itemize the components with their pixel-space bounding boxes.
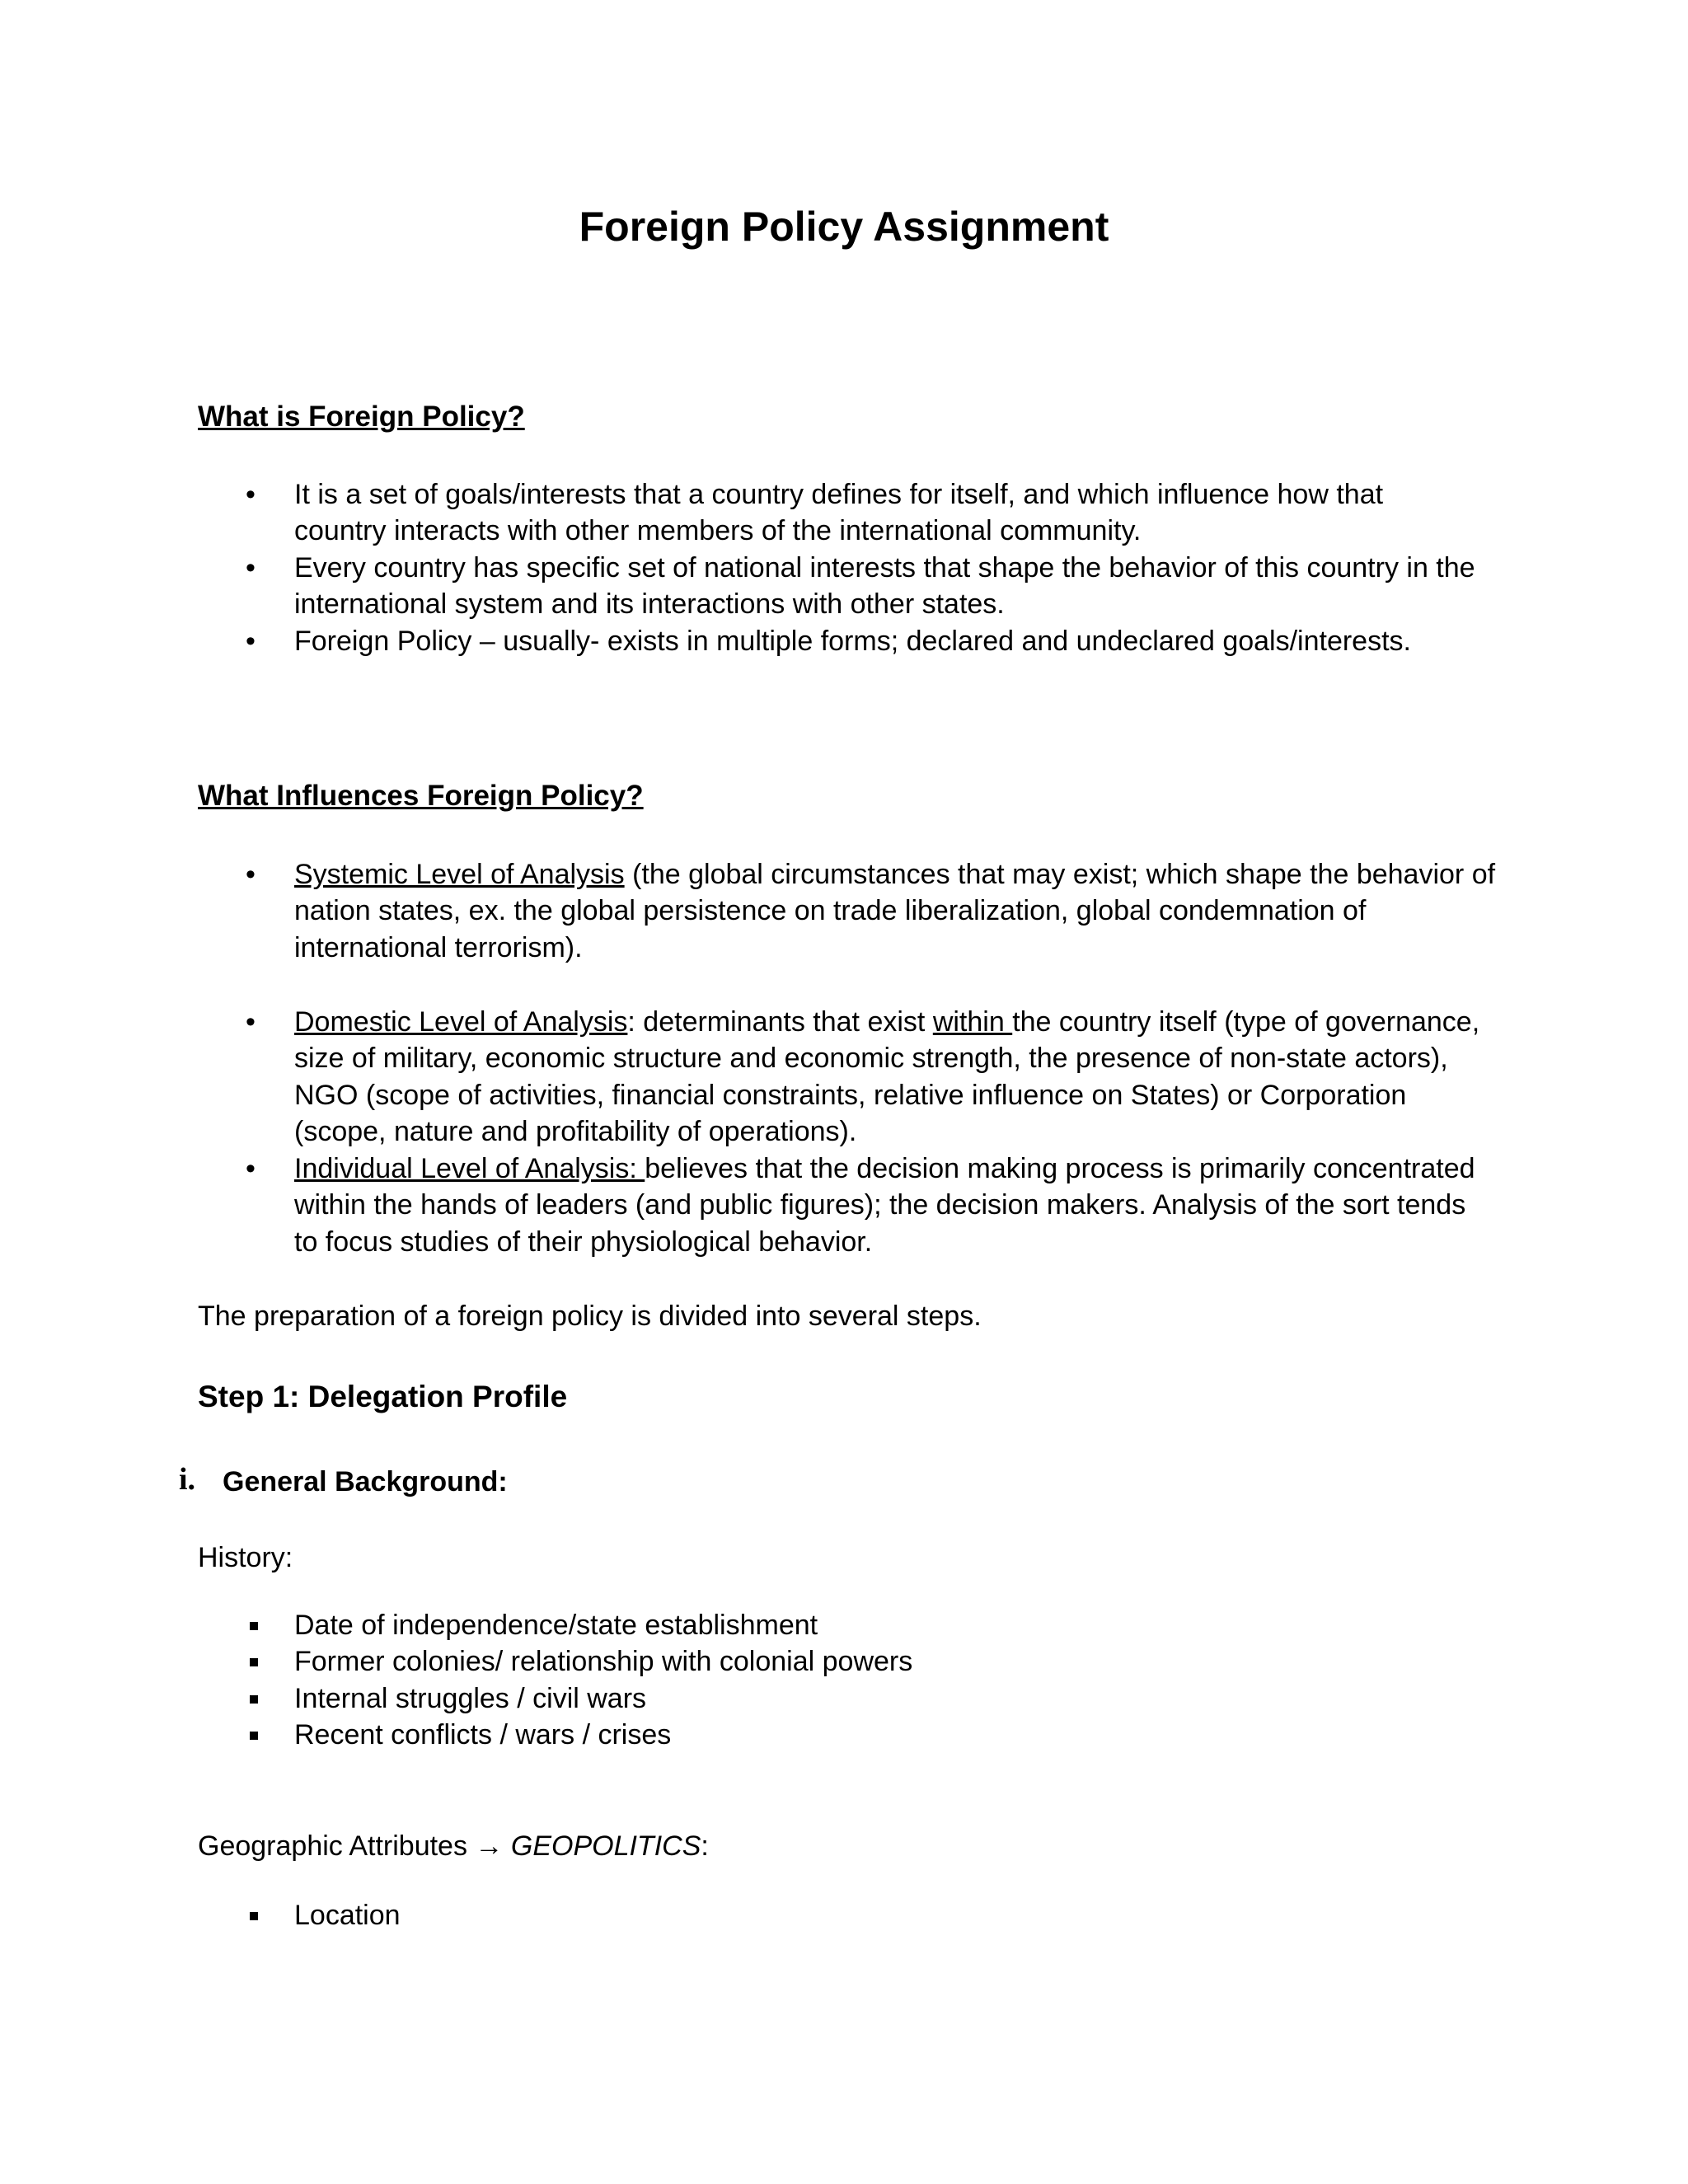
geographic-attributes-label (198, 1828, 709, 1865)
section1-bullet-1-line1: It is a set of goals/interests that a country defines for itself, and which influence how that (294, 479, 1384, 510)
intro-paragraph: The preparation of a foreign policy is divided into several steps. (198, 1301, 982, 1332)
geo-item-location: Location (294, 1900, 401, 1931)
within-word: within (932, 1006, 1013, 1038)
square-bullet (250, 1732, 258, 1740)
history-item-3: Internal struggles / civil wars (294, 1683, 647, 1714)
square-bullet (250, 1695, 258, 1704)
history-label: History: (198, 1542, 293, 1573)
domestic-line2: size of military, economic structure and economic strength, the presence of non-state actors), (294, 1043, 1448, 1074)
history-item-1: Date of independence/state establishment (294, 1610, 818, 1641)
domestic-term: Domestic Level of Analysis (294, 1006, 628, 1038)
domestic-text: : determinants that exist (627, 1006, 933, 1038)
section1-bullet-2-line2: international system and its interactions with other states. (294, 588, 1005, 620)
systemic-line3: international terrorism). (294, 932, 583, 963)
bullet-dot: • (246, 552, 256, 583)
geo-colon: : (701, 1830, 709, 1862)
section-heading-influences: What Influences Foreign Policy? (198, 780, 644, 812)
geo-label-text: Geographic Attributes → (198, 1830, 511, 1862)
bullet-dot: • (246, 1006, 256, 1038)
domestic-text-rest: the country itself (type of governance, (1012, 1006, 1480, 1038)
square-bullet (250, 1912, 258, 1920)
domestic-line3: NGO (scope of activities, financial constraints, relative influence on States) or Corporation (294, 1080, 1407, 1111)
bullet-dot: • (246, 1153, 256, 1184)
individual-term: Individual Level of Analysis: (294, 1153, 645, 1184)
geopolitics-word: GEOPOLITICS (510, 1830, 701, 1862)
individual-text: believes that the decision making process is primarily concentrated (645, 1153, 1475, 1184)
individual-line3: to focus studies of their physiological behavior. (294, 1226, 873, 1258)
section1-bullet-1-line2: country interacts with other members of the international community. (294, 515, 1142, 546)
systemic-text: (the global circumstances that may exist; which shape the behavior of (624, 859, 1496, 890)
history-item-4: Recent conflicts / wars / crises (294, 1719, 672, 1750)
domestic-line1 (294, 1004, 1479, 1041)
systemic-line1 (294, 856, 1495, 893)
square-bullet (250, 1622, 258, 1630)
roman-numeral: i. (179, 1462, 196, 1497)
step1-heading: Step 1: Delegation Profile (198, 1380, 568, 1413)
section1-bullet-3-line1: Foreign Policy – usually- exists in multiple forms; declared and undeclared goals/interests. (294, 626, 1411, 657)
domestic-line4: (scope, nature and profitability of operations). (294, 1116, 857, 1147)
individual-line1 (294, 1151, 1475, 1188)
document-title: Foreign Policy Assignment (579, 204, 1109, 250)
bullet-dot: • (246, 859, 256, 890)
systemic-term: Systemic Level of Analysis (294, 859, 625, 890)
individual-line2: within the hands of leaders (and public figures); the decision makers. Analysis of the sort tends (294, 1189, 1466, 1221)
bullet-dot: • (246, 626, 256, 657)
history-item-2: Former colonies/ relationship with colonial powers (294, 1646, 913, 1677)
section1-bullet-2-line1: Every country has specific set of national interests that shape the behavior of this country in the (294, 552, 1475, 583)
section-heading-what-is: What is Foreign Policy? (198, 401, 525, 433)
general-background-heading: General Background: (223, 1466, 508, 1497)
bullet-dot: • (246, 479, 256, 510)
systemic-line2: nation states, ex. the global persistence on trade liberalization, global condemnation of (294, 895, 1367, 926)
square-bullet (250, 1658, 258, 1666)
